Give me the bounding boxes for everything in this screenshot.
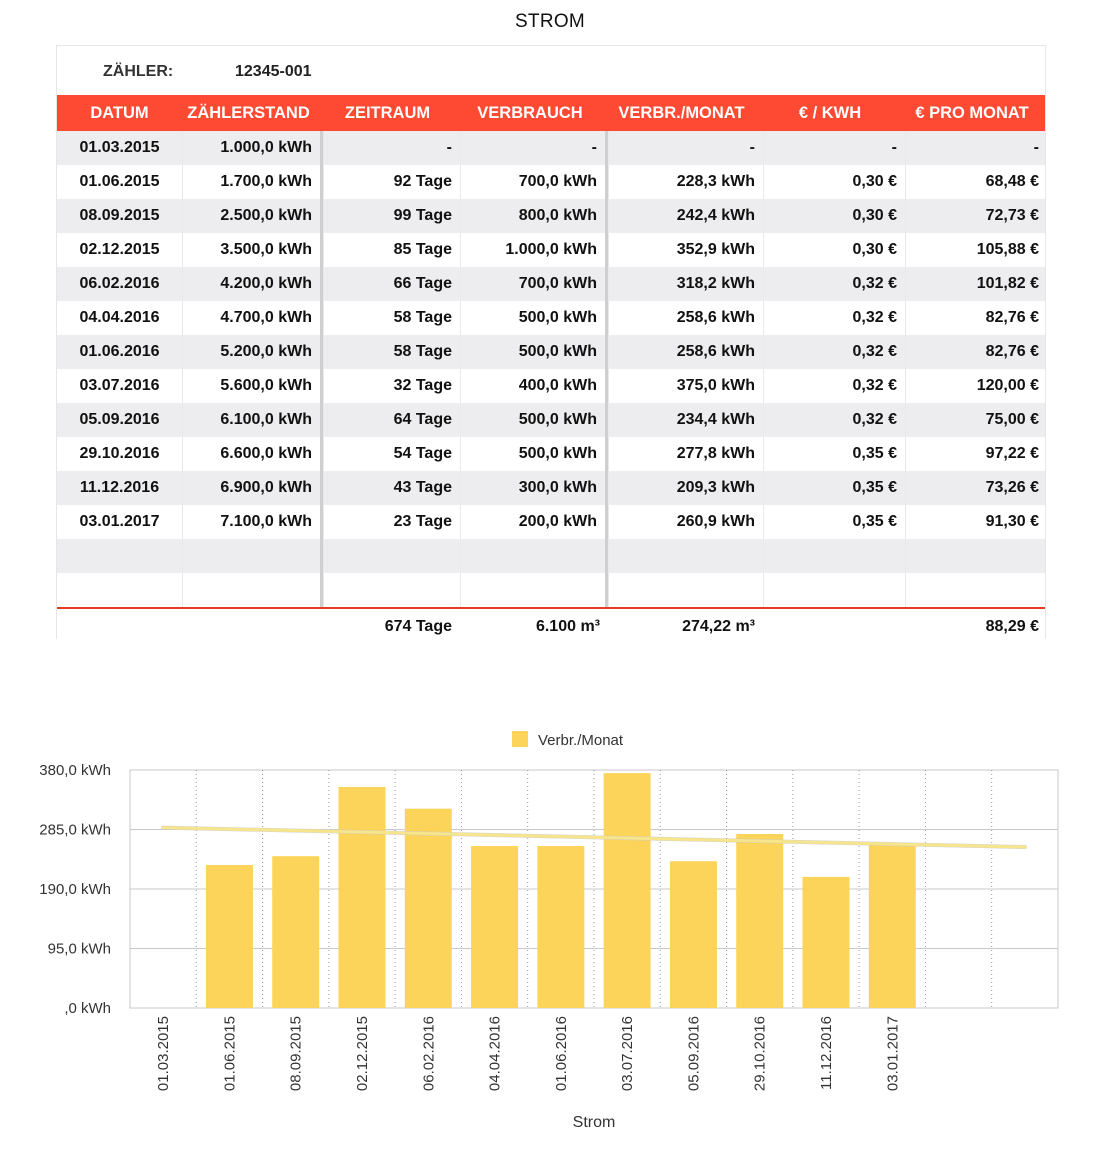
- y-tick-label: 190,0 kWh: [39, 881, 111, 898]
- bar: [537, 846, 584, 1008]
- cell-zaehlerstand: [182, 539, 323, 573]
- cell-datum: [57, 539, 182, 573]
- table-body: [57, 131, 1045, 607]
- cell-datum: 06.02.2016: [79, 275, 160, 292]
- cell-verbrauch: 300,0 kWh: [460, 471, 608, 505]
- x-tick-label: 01.06.2016: [552, 1016, 570, 1092]
- cell-euro-per-kwh: 0,32 €: [763, 369, 905, 403]
- cell-euro-per-month: 105,88 €: [905, 233, 1045, 267]
- cell-euro-per-kwh: 0,35 €: [763, 505, 905, 539]
- cell-zeitraum: 43 Tage: [323, 471, 460, 505]
- cell-verbrauch: [460, 573, 608, 607]
- cell-verbrauch: 400,0 kWh: [460, 369, 608, 403]
- cell-verbrauch-monat: 242,4 kWh: [608, 199, 763, 233]
- cell-zeitraum: 92 Tage: [323, 165, 460, 199]
- cell-verbrauch: 700,0 kWh: [460, 165, 608, 199]
- cell-verbrauch-monat: 228,3 kWh: [608, 165, 763, 199]
- cell-verbrauch-monat: [608, 539, 763, 573]
- table-row[interactable]: [57, 335, 1045, 369]
- cell-euro-per-month: 73,26 €: [905, 471, 1045, 505]
- bar: [339, 787, 386, 1008]
- cell-euro-per-kwh: 0,35 €: [763, 437, 905, 471]
- column-header-zeitraum[interactable]: ZEITRAUM: [344, 103, 431, 122]
- column-header-verbrauch-monat[interactable]: VERBR./MONAT: [618, 103, 745, 122]
- cell-euro-per-kwh: 0,32 €: [763, 403, 905, 437]
- column-header-datum[interactable]: DATUM: [90, 103, 149, 122]
- cell-euro-per-month: 68,48 €: [905, 165, 1045, 199]
- total-cell-zaehlerstand: [182, 609, 323, 644]
- meter-number: 12345-001: [235, 63, 312, 80]
- legend-swatch: [512, 731, 528, 747]
- table-row[interactable]: [57, 403, 1045, 437]
- cell-zeitraum: 54 Tage: [323, 437, 460, 471]
- cell-euro-per-kwh: [763, 539, 905, 573]
- total-cell-datum: [57, 609, 182, 644]
- cell-euro-per-month: [905, 539, 1045, 573]
- cell-zeitraum: 99 Tage: [323, 199, 460, 233]
- cell-verbrauch-monat: 318,2 kWh: [608, 267, 763, 301]
- cell-euro-per-kwh: 0,30 €: [763, 165, 905, 199]
- sheet-title: STROM: [514, 11, 586, 32]
- meter-table: [56, 45, 1046, 639]
- cell-euro-per-month: 82,76 €: [905, 335, 1045, 369]
- cell-zaehlerstand: 4.200,0 kWh: [182, 267, 323, 301]
- cell-datum: 01.06.2015: [79, 173, 160, 190]
- cell-zeitraum: -: [323, 131, 460, 165]
- cell-zaehlerstand: 2.500,0 kWh: [182, 199, 323, 233]
- cell-zaehlerstand: 3.500,0 kWh: [182, 233, 323, 267]
- cell-datum: 02.12.2015: [79, 241, 160, 258]
- x-axis-label: Strom: [572, 1114, 616, 1131]
- cell-euro-per-month: [905, 573, 1045, 607]
- table-row[interactable]: [57, 369, 1045, 403]
- cell-zeitraum: 85 Tage: [323, 233, 460, 267]
- cell-euro-per-kwh: 0,30 €: [763, 233, 905, 267]
- cell-verbrauch: 500,0 kWh: [460, 403, 608, 437]
- cell-euro-per-kwh: 0,32 €: [763, 335, 905, 369]
- cell-verbrauch-monat: 277,8 kWh: [608, 437, 763, 471]
- cell-zaehlerstand: 6.100,0 kWh: [182, 403, 323, 437]
- cell-zaehlerstand: 6.900,0 kWh: [182, 471, 323, 505]
- cell-zaehlerstand: 1.700,0 kWh: [182, 165, 323, 199]
- bar: [272, 856, 319, 1008]
- x-tick-label: 08.09.2015: [287, 1016, 305, 1092]
- cell-euro-per-kwh: 0,32 €: [763, 267, 905, 301]
- cell-datum: 01.03.2015: [79, 139, 160, 156]
- cell-euro-per-month: 72,73 €: [905, 199, 1045, 233]
- cell-euro-per-month: 91,30 €: [905, 505, 1045, 539]
- total-euro-per-month: 88,29 €: [985, 617, 1039, 635]
- cell-verbrauch-monat: 209,3 kWh: [608, 471, 763, 505]
- bar: [471, 846, 518, 1008]
- table-row[interactable]: [57, 437, 1045, 471]
- cell-verbrauch: 500,0 kWh: [460, 301, 608, 335]
- bar: [604, 773, 651, 1008]
- table-row[interactable]: [57, 539, 1045, 573]
- column-header-verbrauch[interactable]: VERBRAUCH: [477, 103, 583, 122]
- cell-verbrauch: 700,0 kWh: [460, 267, 608, 301]
- totals-row: [57, 607, 1045, 644]
- cell-verbrauch-monat: 375,0 kWh: [608, 369, 763, 403]
- table-row[interactable]: [57, 165, 1045, 199]
- bar: [405, 809, 452, 1008]
- legend-label: Verbr./Monat: [538, 732, 624, 749]
- cell-datum: 01.06.2016: [79, 343, 160, 360]
- table-row[interactable]: [57, 471, 1045, 505]
- cell-datum: 03.07.2016: [79, 377, 160, 394]
- bar: [736, 834, 783, 1008]
- table-header-row: [57, 95, 1045, 131]
- bar: [803, 877, 850, 1008]
- cell-verbrauch: 500,0 kWh: [460, 437, 608, 471]
- x-tick-label: 04.04.2016: [486, 1016, 504, 1092]
- cell-euro-per-month: 97,22 €: [905, 437, 1045, 471]
- cell-zaehlerstand: 1.000,0 kWh: [182, 131, 323, 165]
- cell-euro-per-month: -: [905, 131, 1045, 165]
- x-tick-label: 06.02.2016: [420, 1016, 438, 1092]
- total-verbrauch: 6.100 m³: [535, 617, 600, 635]
- table-row[interactable]: [57, 267, 1045, 301]
- x-tick-label: 03.01.2017: [884, 1016, 902, 1092]
- table-row[interactable]: [57, 131, 1045, 165]
- cell-verbrauch-monat: 234,4 kWh: [608, 403, 763, 437]
- table-row[interactable]: [57, 199, 1045, 233]
- cell-euro-per-month: 82,76 €: [905, 301, 1045, 335]
- cell-zeitraum: 23 Tage: [323, 505, 460, 539]
- x-tick-label: 02.12.2015: [354, 1016, 371, 1092]
- cell-verbrauch: [460, 539, 608, 573]
- meter-row: [57, 46, 1045, 95]
- cell-verbrauch-monat: 352,9 kWh: [608, 233, 763, 267]
- meter-label: ZÄHLER:: [103, 63, 174, 80]
- column-header-euro-per-kwh[interactable]: € / KWH: [798, 103, 862, 122]
- readings-grid: [57, 95, 1045, 644]
- x-tick-label: 05.09.2016: [685, 1016, 703, 1092]
- y-tick-label: 380,0 kWh: [39, 762, 111, 779]
- cell-datum: 08.09.2015: [79, 207, 160, 224]
- y-tick-label: 95,0 kWh: [47, 940, 111, 958]
- cell-verbrauch-monat: [608, 573, 763, 607]
- cell-euro-per-month: 120,00 €: [905, 369, 1045, 403]
- bar: [206, 865, 253, 1008]
- cell-datum: 29.10.2016: [79, 445, 160, 462]
- cell-verbrauch: 800,0 kWh: [460, 199, 608, 233]
- cell-euro-per-month: 101,82 €: [905, 267, 1045, 301]
- cell-datum: [57, 573, 182, 607]
- table-row[interactable]: [57, 505, 1045, 539]
- cell-verbrauch: 500,0 kWh: [460, 335, 608, 369]
- table-row[interactable]: [57, 573, 1045, 607]
- total-cell-euro-per-kwh: [763, 609, 905, 644]
- table-row[interactable]: [57, 301, 1045, 335]
- cell-datum: 11.12.2016: [79, 479, 160, 496]
- cell-verbrauch: 1.000,0 kWh: [460, 233, 608, 267]
- cell-datum: 04.04.2016: [79, 309, 160, 326]
- cell-zaehlerstand: 4.700,0 kWh: [182, 301, 323, 335]
- cell-euro-per-kwh: 0,35 €: [763, 471, 905, 505]
- x-tick-label: 01.06.2015: [221, 1016, 239, 1092]
- table-row[interactable]: [57, 233, 1045, 267]
- cell-verbrauch: 200,0 kWh: [460, 505, 608, 539]
- y-tick-label: 285,0 kWh: [39, 821, 111, 839]
- x-tick-label: 11.12.2016: [818, 1016, 835, 1090]
- y-tick-label: ,0 kWh: [64, 1000, 111, 1017]
- cell-euro-per-kwh: 0,30 €: [763, 199, 905, 233]
- cell-zeitraum: 32 Tage: [323, 369, 460, 403]
- cell-zeitraum: [323, 539, 460, 573]
- column-header-euro-per-month[interactable]: € PRO MONAT: [915, 103, 1029, 122]
- cell-zaehlerstand: 5.200,0 kWh: [182, 335, 323, 369]
- cell-zaehlerstand: [182, 573, 323, 607]
- column-header-zaehlerstand[interactable]: ZÄHLERSTAND: [187, 103, 310, 122]
- cell-verbrauch: -: [460, 131, 608, 165]
- cell-zeitraum: [323, 573, 460, 607]
- x-tick-label: 03.07.2016: [619, 1016, 637, 1092]
- cell-euro-per-kwh: [763, 573, 905, 607]
- cell-verbrauch-monat: -: [608, 131, 763, 165]
- x-tick-label: 29.10.2016: [751, 1016, 769, 1092]
- cell-datum: 05.09.2016: [79, 411, 160, 428]
- total-verbrauch-monat: 274,22 m³: [682, 617, 755, 635]
- cell-euro-per-kwh: 0,32 €: [763, 301, 905, 335]
- consumption-chart: [0, 720, 1100, 1150]
- cell-euro-per-month: 75,00 €: [905, 403, 1045, 437]
- bar: [670, 861, 717, 1008]
- cell-euro-per-kwh: -: [763, 131, 905, 165]
- cell-zaehlerstand: 6.600,0 kWh: [182, 437, 323, 471]
- cell-verbrauch-monat: 260,9 kWh: [608, 505, 763, 539]
- x-tick-label: 01.03.2015: [155, 1016, 173, 1092]
- total-zeitraum: 674 Tage: [384, 617, 452, 635]
- cell-datum: 03.01.2017: [79, 513, 160, 530]
- cell-zeitraum: 64 Tage: [323, 403, 460, 437]
- bar: [869, 845, 916, 1008]
- cell-zeitraum: 58 Tage: [323, 335, 460, 369]
- cell-zaehlerstand: 7.100,0 kWh: [182, 505, 323, 539]
- cell-zeitraum: 58 Tage: [323, 301, 460, 335]
- cell-zaehlerstand: 5.600,0 kWh: [182, 369, 323, 403]
- cell-zeitraum: 66 Tage: [323, 267, 460, 301]
- cell-verbrauch-monat: 258,6 kWh: [608, 301, 763, 335]
- cell-verbrauch-monat: 258,6 kWh: [608, 335, 763, 369]
